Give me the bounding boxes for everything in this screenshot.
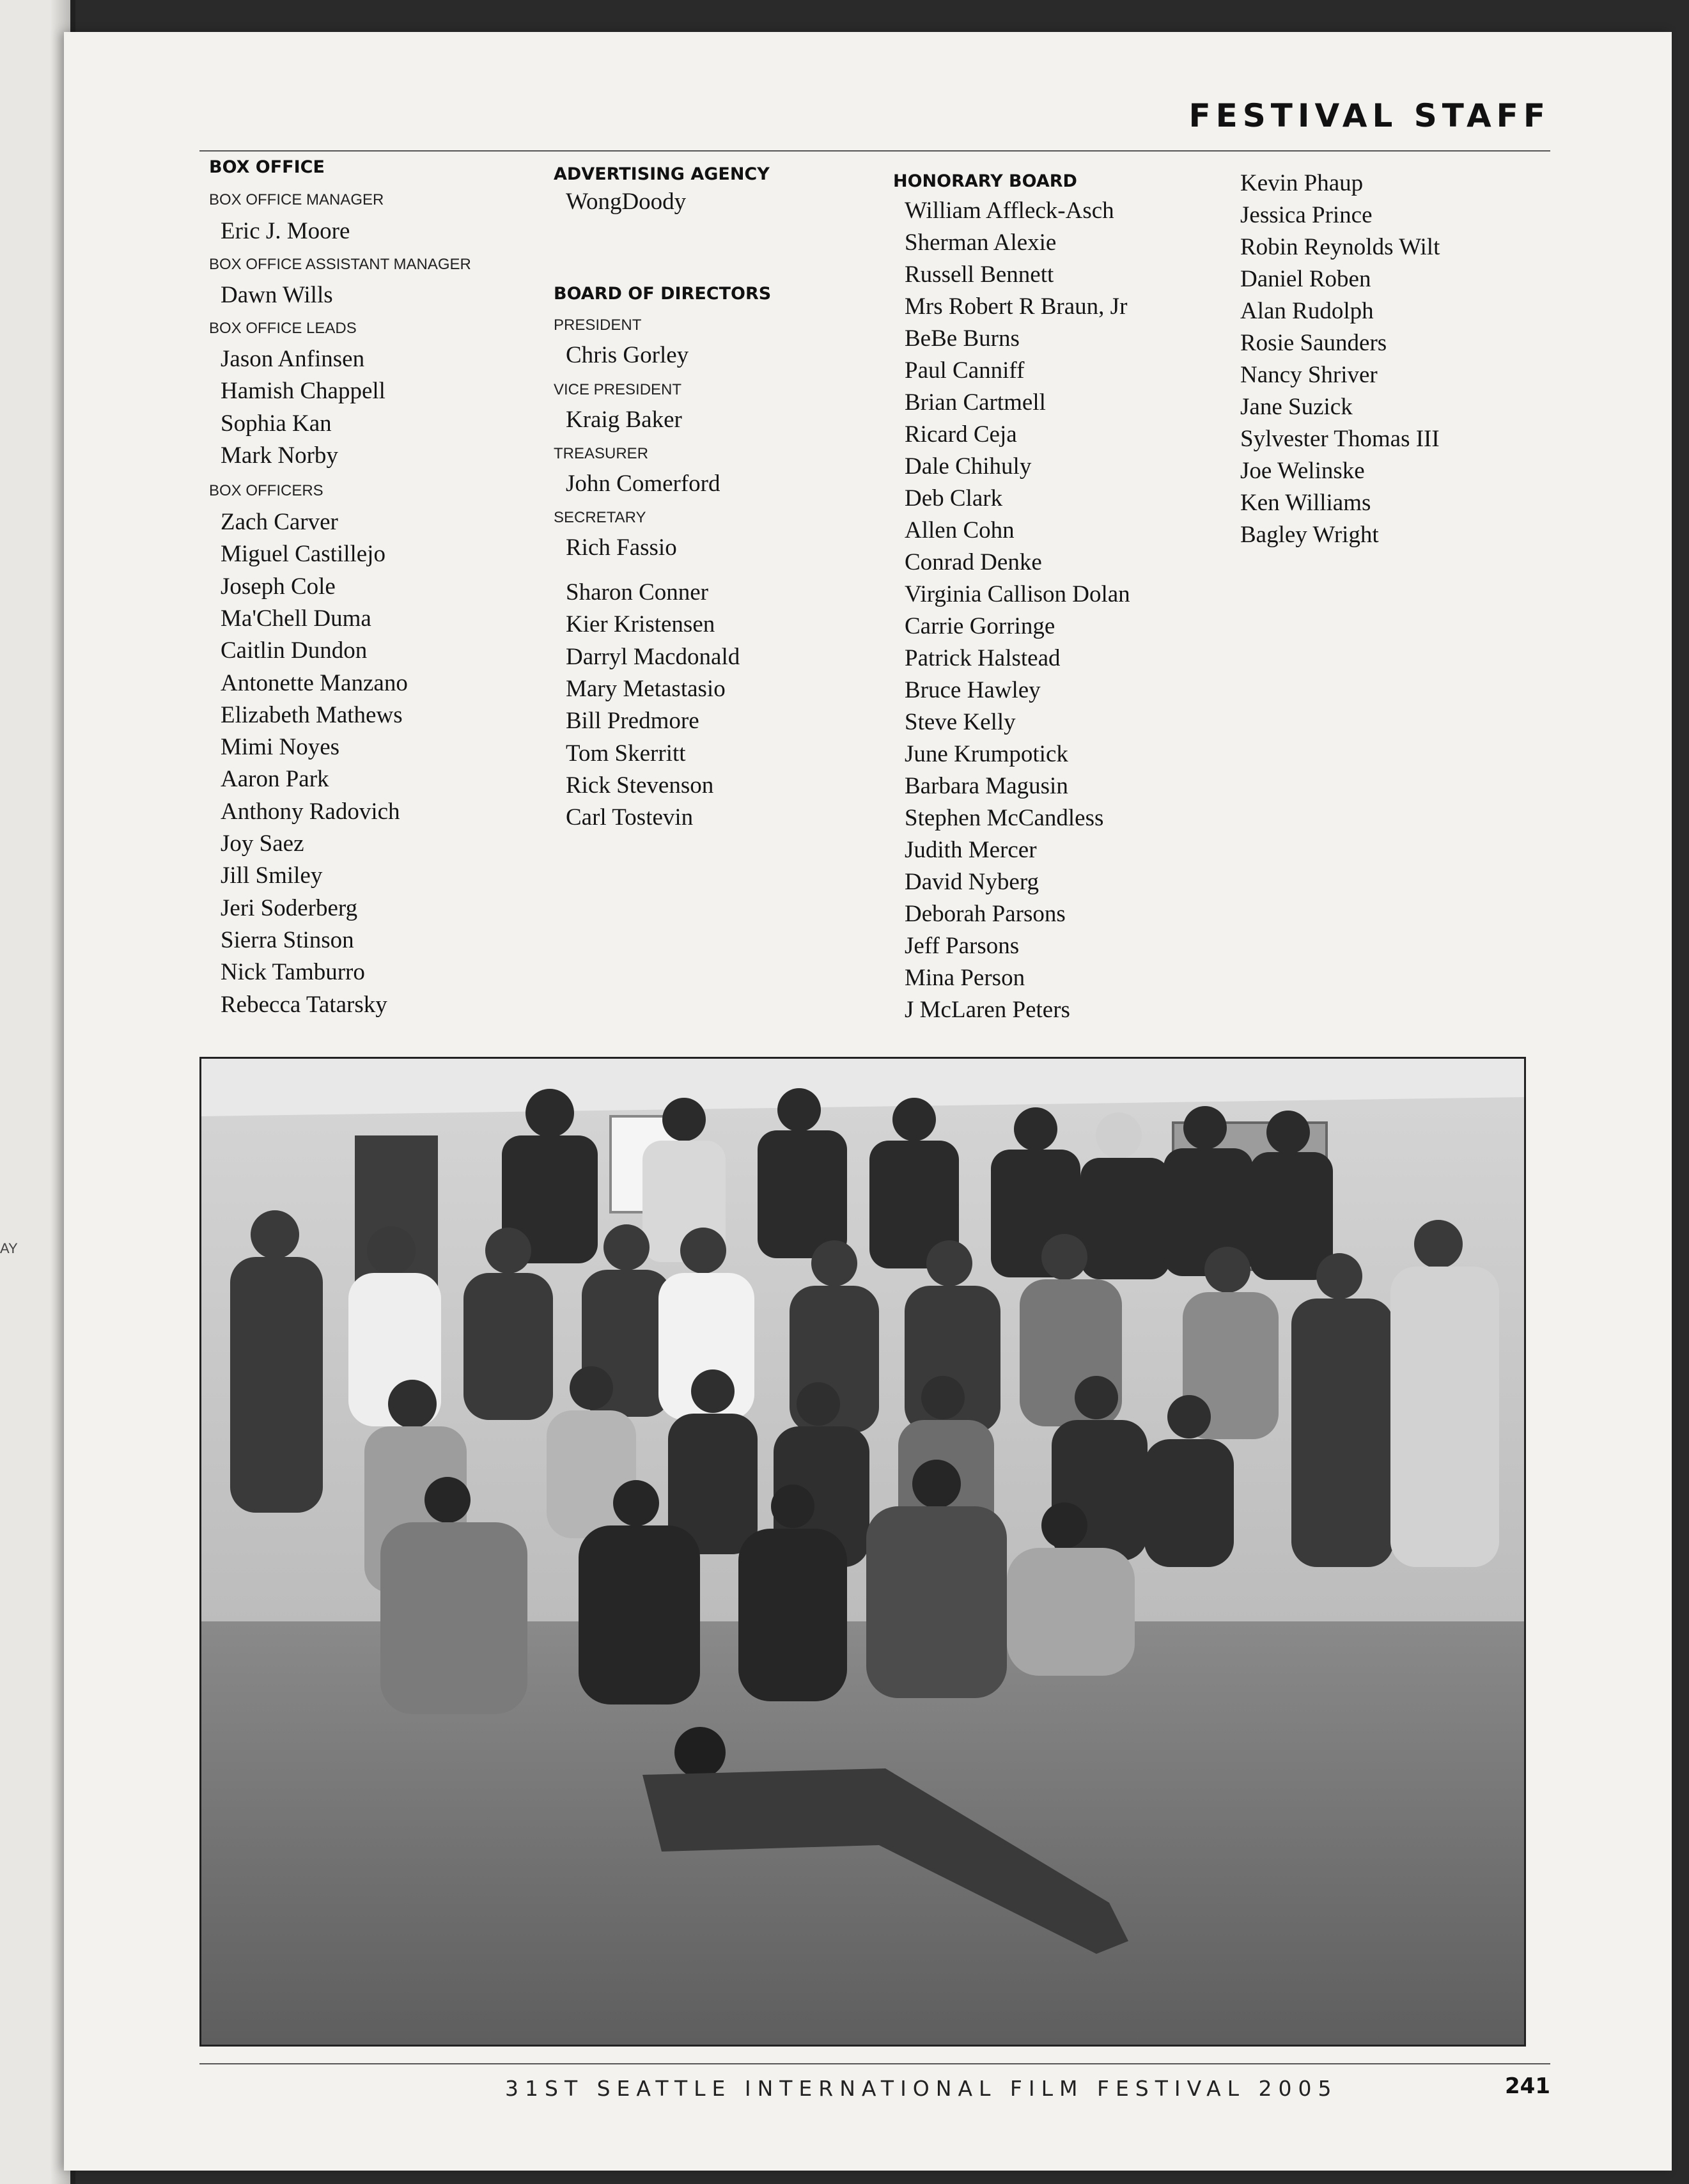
box-office-heading: BOX OFFICE <box>209 157 325 177</box>
box-office-officer-name: Nick Tamburro <box>221 959 365 986</box>
box-office-manager-name: Eric J. Moore <box>221 218 350 244</box>
box-office-officer-name: Aaron Park <box>221 766 329 793</box>
honorary-member-name: Kevin Phaup <box>1240 170 1364 196</box>
box-office-officer-name: Jill Smiley <box>221 862 323 889</box>
box-office-officer-name: Zach Carver <box>221 509 338 535</box>
honorary-heading: HONORARY BOARD <box>893 171 1077 191</box>
box-office-lead-name: Hamish Chappell <box>221 378 385 405</box>
box-office-officer-name: Anthony Radovich <box>221 798 400 825</box>
honorary-member-name: David Nyberg <box>905 869 1039 895</box>
honorary-member-name: Deborah Parsons <box>905 901 1066 927</box>
honorary-member-name: William Affleck-Asch <box>905 198 1114 224</box>
advertising-agency-name: WongDoody <box>566 189 687 215</box>
honorary-member-name: Jessica Prince <box>1240 202 1373 228</box>
treasurer-role: TREASURER <box>554 445 649 462</box>
honorary-member-name: Bagley Wright <box>1240 522 1379 548</box>
honorary-member-name: Allen Cohn <box>905 517 1015 543</box>
board-member-name: Carl Tostevin <box>566 804 694 831</box>
board-member-name: Darryl Macdonald <box>566 643 740 670</box>
honorary-member-name: Russell Bennett <box>905 261 1054 288</box>
honorary-member-name: Ken Williams <box>1240 490 1371 516</box>
box-office-lead-name: Jason Anfinsen <box>221 346 365 372</box>
honorary-member-name: Deb Clark <box>905 485 1003 511</box>
secretary-name: Rich Fassio <box>566 534 677 561</box>
board-member-name: Tom Skerritt <box>566 740 686 767</box>
box-office-assistant-name: Dawn Wills <box>221 282 333 308</box>
board-member-name: Sharon Conner <box>566 579 708 605</box>
honorary-member-name: Barbara Magusin <box>905 773 1068 799</box>
honorary-member-name: Virginia Callison Dolan <box>905 581 1130 607</box>
box-office-lead-name: Mark Norby <box>221 442 338 469</box>
board-member-name: Mary Metastasio <box>566 675 726 702</box>
box-office-officer-name: Joseph Cole <box>221 573 336 600</box>
box-office-officer-name: Miguel Castillejo <box>221 541 385 568</box>
board-member-name: Bill Predmore <box>566 708 699 735</box>
honorary-member-name: Sylvester Thomas III <box>1240 426 1440 452</box>
box-office-manager-role: BOX OFFICE MANAGER <box>209 191 384 208</box>
box-office-officer-name: Mimi Noyes <box>221 734 340 761</box>
group-photo-illustration <box>201 1059 1524 2045</box>
box-office-officers-role: BOX OFFICERS <box>209 482 323 499</box>
honorary-member-name: J McLaren Peters <box>905 997 1070 1023</box>
vice-president-role: VICE PRESIDENT <box>554 381 682 398</box>
honorary-member-name: Rosie Saunders <box>1240 330 1387 356</box>
box-office-officer-name: Sierra Stinson <box>221 926 354 953</box>
honorary-member-name: Mrs Robert R Braun, Jr <box>905 293 1128 320</box>
box-office-officer-name: Joy Saez <box>221 831 304 857</box>
magazine-page <box>64 32 1672 2171</box>
president-role: PRESIDENT <box>554 316 642 334</box>
honorary-member-name: Dale Chihuly <box>905 453 1032 480</box>
honorary-member-name: Sherman Alexie <box>905 230 1057 256</box>
honorary-member-name: Judith Mercer <box>905 837 1037 863</box>
header-rule <box>199 150 1550 152</box>
honorary-member-name: Robin Reynolds Wilt <box>1240 234 1440 260</box>
footer-festival-title: 31ST SEATTLE INTERNATIONAL FILM FESTIVAL 2005 <box>505 2076 1338 2101</box>
page-title: FESTIVAL STAFF <box>1188 97 1550 134</box>
honorary-member-name: BeBe Burns <box>905 325 1020 352</box>
box-office-officer-name: Elizabeth Mathews <box>221 701 403 728</box>
honorary-member-name: Joe Welinske <box>1240 458 1365 484</box>
honorary-member-name: June Krumpotick <box>905 741 1068 767</box>
box-office-officer-name: Antonette Manzano <box>221 669 408 696</box>
box-office-lead-name: Sophia Kan <box>221 410 332 437</box>
honorary-member-name: Mina Person <box>905 965 1025 991</box>
previous-page-fragment: AY <box>0 1240 18 1256</box>
honorary-member-name: Nancy Shriver <box>1240 362 1378 388</box>
honorary-member-name: Jeff Parsons <box>905 933 1020 959</box>
honorary-member-name: Stephen McCandless <box>905 805 1104 831</box>
president-name: Chris Gorley <box>566 342 689 368</box>
honorary-member-name: Patrick Halstead <box>905 645 1061 671</box>
box-office-officer-name: Jeri Soderberg <box>221 894 358 921</box>
honorary-member-name: Bruce Hawley <box>905 677 1041 703</box>
honorary-member-name: Alan Rudolph <box>1240 298 1374 324</box>
box-office-assistant-role: BOX OFFICE ASSISTANT MANAGER <box>209 256 471 273</box>
treasurer-name: John Comerford <box>566 471 720 497</box>
footer-rule <box>199 2063 1550 2064</box>
board-heading: BOARD OF DIRECTORS <box>554 284 772 304</box>
honorary-member-name: Jane Suzick <box>1240 394 1353 420</box>
honorary-member-name: Ricard Ceja <box>905 421 1017 448</box>
board-member-name: Kier Kristensen <box>566 611 715 638</box>
box-office-officer-name: Ma'Chell Duma <box>221 605 371 632</box>
staff-group-photo <box>199 1057 1526 2047</box>
box-office-officer-name: Rebecca Tatarsky <box>221 991 387 1018</box>
board-member-name: Rick Stevenson <box>566 772 714 799</box>
honorary-member-name: Daniel Roben <box>1240 266 1371 292</box>
box-office-leads-role: BOX OFFICE LEADS <box>209 320 357 337</box>
vice-president-name: Kraig Baker <box>566 407 682 433</box>
box-office-officer-name: Caitlin Dundon <box>221 637 368 664</box>
honorary-member-name: Carrie Gorringe <box>905 613 1055 639</box>
honorary-member-name: Steve Kelly <box>905 709 1016 735</box>
honorary-member-name: Paul Canniff <box>905 357 1025 384</box>
honorary-member-name: Conrad Denke <box>905 549 1042 575</box>
secretary-role: SECRETARY <box>554 509 646 526</box>
honorary-member-name: Brian Cartmell <box>905 389 1046 416</box>
page-number: 241 <box>1505 2073 1550 2099</box>
advertising-heading: ADVERTISING AGENCY <box>554 164 770 184</box>
